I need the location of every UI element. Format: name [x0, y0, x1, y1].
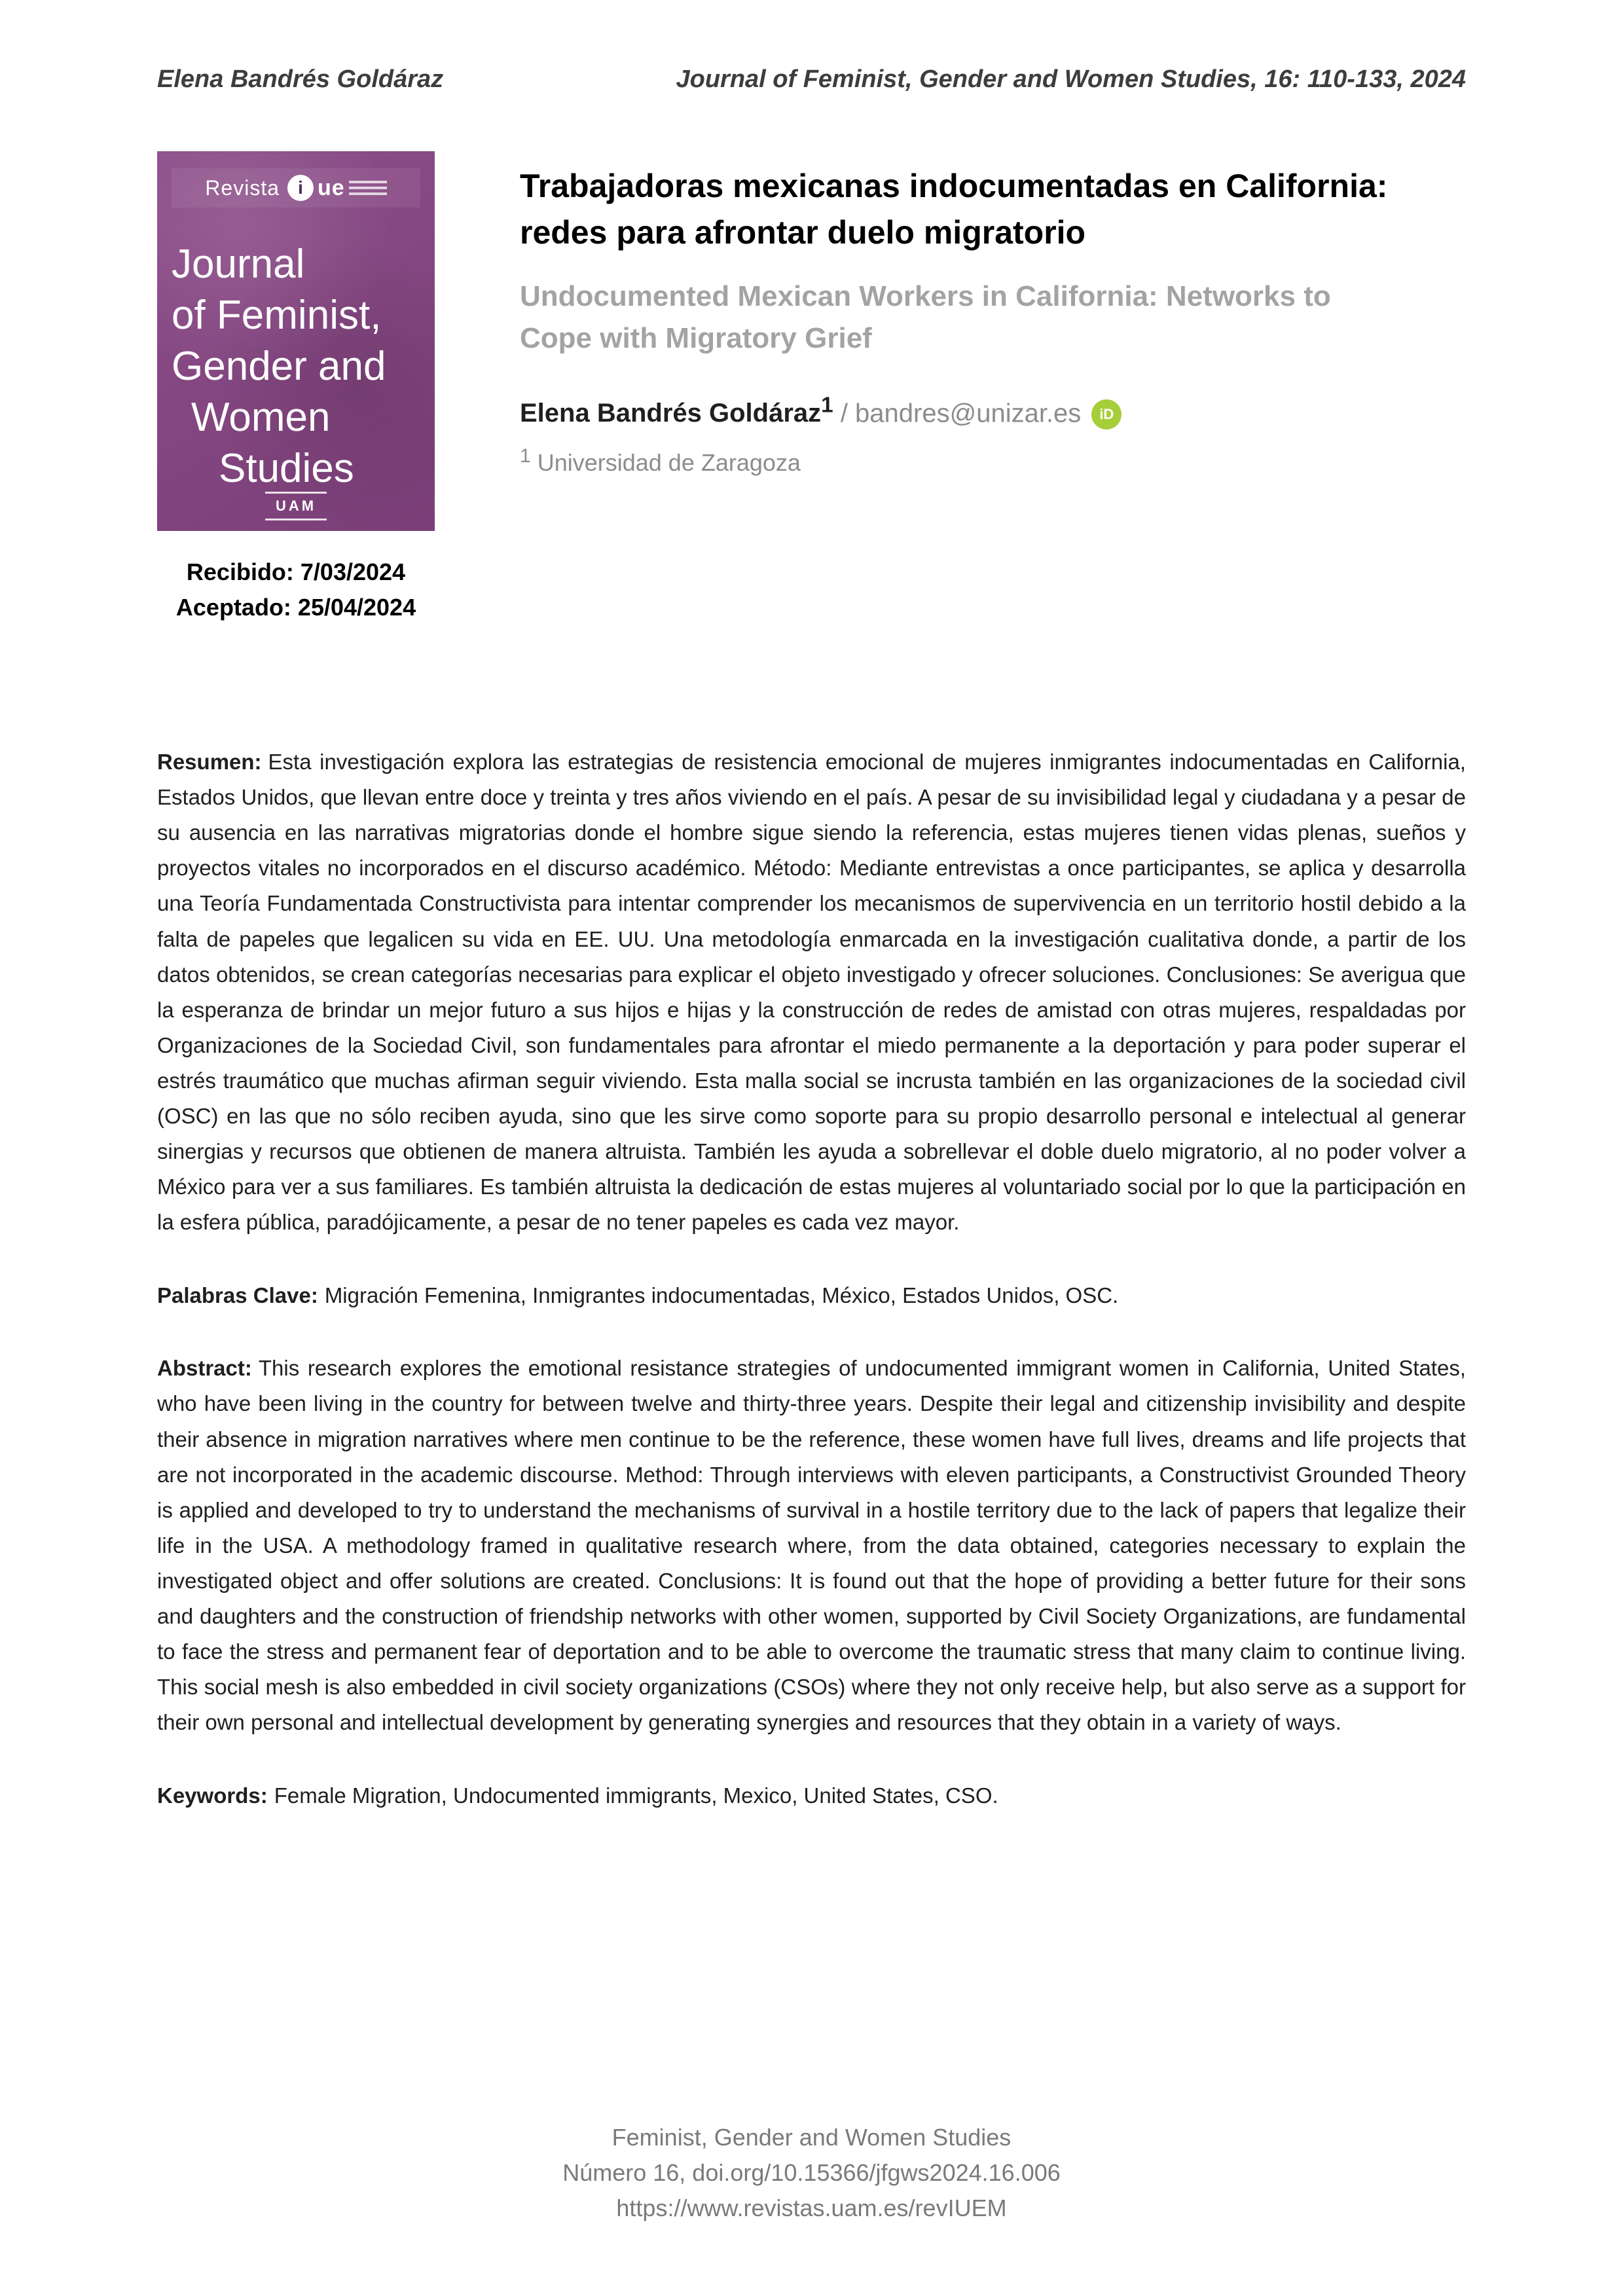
abstract-en-text: This research explores the emotional resistance strategies of undocumented immigrant women in California, United States, who have been living in the country for between twelve and thirty-three years. Despite their legal and citizenship invisibility and despite their absence in migration narratives where men continue to be the reference, these women have full lives, dreams and life projects that are not incorporated in the academic discourse. Method: Through interviews with eleven participants, a Constructivist Grounded Theory is applied and developed to try to understand the mechanisms of survival in a hostile territory due to the lack of papers that legalize their life in the USA. A methodology framed in qualitative research where, from the data obtained, categories necessary to explain the investigated object and offer solutions are created. Conclusions: It is found out that the hope of providing a better future for their sons and daughters and the construction of friendship networks with other women, supported by Civil Society Organizations, are fundamental to face the stress and permanent fear of deportation and to be able to overcome the traumatic stress that many claim to continue living. This social mesh is also embedded in civil society organizations (CSOs) where they not only receive help, but also serve as a support for their own personal and intellectual development by generating synergies and resources that they obtain in a variety of ways. [157, 1356, 1466, 1735]
iuem-logo-i: i [287, 175, 314, 201]
received-date: Recibido: 7/03/2024 [186, 558, 406, 585]
uam-logo [157, 492, 435, 520]
footer-url[interactable]: https://www.revistas.uam.es/revIUEM [616, 2195, 1007, 2221]
footer-journal-name: Feminist, Gender and Women Studies [611, 2124, 1012, 2151]
abstract-en [157, 1351, 1466, 1740]
cover-title-line: Women [191, 395, 331, 441]
iuem-logo [287, 175, 387, 201]
author-name [520, 393, 833, 428]
cover-title [172, 239, 420, 495]
cover-title-line: Studies [219, 446, 354, 492]
author-affiliation [520, 445, 1466, 477]
affiliation-marker: 1 [520, 445, 531, 467]
affiliation-text: Universidad de Zaragoza [537, 449, 801, 477]
cover-title-line: Gender and [172, 344, 386, 390]
abstract-en-label: Abstract: [157, 1356, 252, 1381]
running-header [157, 65, 1466, 94]
keywords-en [157, 1779, 1466, 1813]
footer-doi[interactable]: Número 16, doi.org/10.15366/jfgws2024.16.006 [562, 2159, 1061, 2186]
cover-title-line: Journal [172, 242, 305, 287]
uam-logo-text: UAM [265, 492, 327, 520]
author-separator: / [833, 398, 856, 428]
author-line [520, 393, 1466, 430]
article-title-en: Undocumented Mexican Workers in California: Networks to Cope with Migratory Grief [520, 280, 1331, 354]
orcid-icon[interactable]: iD [1091, 399, 1122, 429]
abstract-es-label: Resumen: [157, 750, 262, 774]
abstract-es-text: Esta investigación explora las estrategias de resistencia emocional de mujeres inmigrantes indocumentadas en California, Estados Unidos, que llevan entre doce y treinta y tres años viviendo en el país. A pesar de su invisibilidad legal y ciudadana y a pesar de su ausencia en las narrativas migratorias donde el hombre sigue siendo la referencia, estas mujeres tienen vidas plenas, sueños y proyectos vitales no incorporados en el discurso académico. Método: Mediante entrevistas a once participantes, se aplica y desarrolla una Teoría Fundamentada Constructivista para intentar comprender los mecanismos de supervivencia en un territorio hostil debido a la falta de papeles que legalicen su vida en EE. UU. Una metodología enmarcada en la investigación cualitativa donde, a partir de los datos obtenidos, se crean categorías necesarias para explicar el objeto investigado y ofrecer soluciones. Conclusiones: Se averigua que la esperanza de brindar un mejor futuro a sus hijos e hijas y la construcción de redes de amistad con otras mujeres, respaldadas por Organizaciones de la Sociedad Civil, son fundamentales para afrontar el miedo permanente a la deportación y para poder superar el estrés traumático que muchas afirman seguir viviendo. Esta malla social se incrusta también en las organizaciones de la sociedad civil (OSC) en las que no sólo reciben ayuda, sino que les sirve como soporte para su propio desarrollo personal e intelectual al generar sinergias y recursos que obtienen de manera altruista. También les ayuda a sobrellevar el doble duelo migratorio, al no poder volver a México para ver a sus familiares. Es también altruista la dedicación de estas mujeres al voluntariado social por lo que la participación en la esfera pública, paradójicamente, a pesar de no tener papeles es cada vez mayor. [157, 750, 1466, 1235]
title-column [520, 151, 1466, 625]
cover-title-line: of Feminist, [172, 293, 382, 338]
page-footer [0, 2120, 1623, 2226]
accepted-date: Aceptado: 25/04/2024 [175, 594, 416, 621]
running-header-journal: Journal of Feminist, Gender and Women Studies, 16: 110-133, 2024 [676, 65, 1466, 93]
keywords-en-text: Female Migration, Undocumented immigrants, Mexico, United States, CSO. [274, 1783, 998, 1808]
abstract-section [157, 744, 1466, 1813]
hero-row [157, 151, 1466, 625]
keywords-es-label: Palabras Clave: [157, 1283, 318, 1307]
keywords-es-text: Migración Femenina, Inmigrantes indocumentadas, México, Estados Unidos, OSC. [324, 1283, 1119, 1307]
submission-dates [157, 555, 435, 625]
cover-masthead [172, 168, 420, 208]
iuem-logo-microtext [349, 181, 387, 195]
abstract-es [157, 744, 1466, 1241]
journal-cover-column [157, 151, 435, 625]
author-affil-marker: 1 [821, 393, 833, 418]
keywords-en-label: Keywords: [157, 1783, 268, 1808]
journal-cover-image [157, 151, 435, 531]
running-header-author: Elena Bandrés Goldáraz [157, 65, 444, 93]
author-email-link[interactable]: bandres@unizar.es [855, 398, 1082, 428]
author-name-text: Elena Bandrés Goldáraz [520, 398, 822, 428]
article-title-es: Trabajadoras mexicanas indocumentadas en California: redes para afrontar duelo migratorio [520, 168, 1388, 251]
keywords-es [157, 1279, 1466, 1313]
cover-revista-label: Revista [205, 175, 280, 200]
iuem-logo-ue: ue [318, 175, 345, 200]
